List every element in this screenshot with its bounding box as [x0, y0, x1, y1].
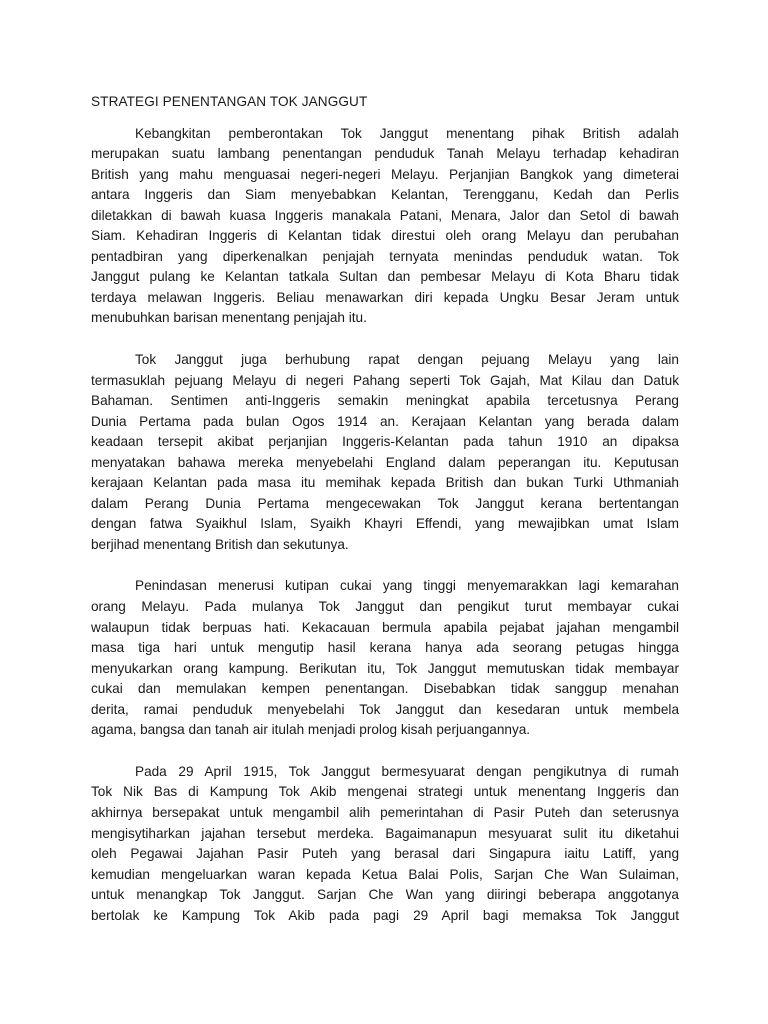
paragraph-3: [91, 576, 679, 740]
text-line: Janggut pulang ke Kelantan tatkala Sultan dan pembesar Melayu di Kota Bharu tidak: [91, 269, 679, 285]
text-line: menyatakan bahawa mereka menyebelahi England dalam peperangan itu. Keputusan: [91, 454, 679, 470]
text-line: Penindasan menerusi kutipan cukai yang tinggi menyemarakkan lagi kemarahan: [135, 578, 679, 594]
text-line: Tok Nik Bas di Kampung Tok Akib mengenai strategi untuk menentang Inggeris dan: [91, 784, 679, 800]
text-line: dalam Perang Dunia Pertama mengecewakan Tok Janggut kerana bertentangan: [91, 495, 679, 511]
text-line: termasuklah pejuang Melayu di negeri Pahang seperti Tok Gajah, Mat Kilau dan Datuk: [91, 372, 679, 388]
text-line: derita, ramai penduduk menyebelahi Tok Janggut dan kesedaran untuk membela: [91, 701, 679, 717]
paragraph-2: [91, 350, 679, 555]
text-line: orang Melayu. Pada mulanya Tok Janggut dan pengikut turut membayar cukai: [91, 599, 679, 615]
text-line: antara Inggeris dan Siam menyebabkan Kelantan, Terengganu, Kedah dan Perlis: [91, 187, 679, 203]
text-line: kerajaan Kelantan pada masa itu memihak kepada British dan bukan Turki Uthmaniah: [91, 475, 679, 491]
text-line: menyukarkan orang kampung. Berikutan itu, Tok Janggut memutuskan tidak membayar: [91, 660, 679, 676]
text-line: bertolak ke Kampung Tok Akib pada pagi 29 April bagi memaksa Tok Janggut: [91, 907, 679, 923]
text-line: Tok Janggut juga berhubung rapat dengan pejuang Melayu yang lain: [135, 352, 679, 368]
text-line: cukai dan memulakan kempen penentangan. Disebabkan tidak sanggup menahan: [91, 681, 679, 697]
text-line: diletakkan di bawah kuasa Inggeris manakala Patani, Menara, Jalor dan Setol di bawah: [91, 207, 679, 223]
text-line: menubuhkan barisan menentang penjajah itu.: [91, 310, 367, 326]
text-line: untuk menangkap Tok Janggut. Sarjan Che Wan yang diiringi beberapa anggotanya: [91, 887, 679, 903]
text-line: Kebangkitan pemberontakan Tok Janggut menentang pihak British adalah: [135, 125, 679, 141]
text-line: kemudian mengeluarkan waran kepada Ketua Balai Polis, Sarjan Che Wan Sulaiman,: [91, 866, 679, 882]
document-title: STRATEGI PENENTANGAN TOK JANGGUT: [91, 94, 368, 109]
text-line: Pada 29 April 1915, Tok Janggut bermesyuarat dengan pengikutnya di rumah: [135, 763, 679, 779]
text-line: Dunia Pertama pada bulan Ogos 1914 an. Kerajaan Kelantan yang berada dalam: [91, 413, 679, 429]
paragraph-4: [91, 762, 679, 926]
document-body: [91, 92, 679, 947]
text-line: walaupun tidak berpuas hati. Kekacauan bermula apabila pejabat jajahan mengambil: [91, 619, 679, 635]
text-line: akhirnya bersepakat untuk mengambil alih pemerintahan di Pasir Puteh dan seterusnya: [91, 804, 679, 820]
text-line: Siam. Kehadiran Inggeris di Kelantan tidak direstui oleh orang Melayu dan perubahan: [91, 228, 679, 244]
text-line: Bahaman. Sentimen anti-Inggeris semakin meningkat apabila tercetusnya Perang: [91, 393, 679, 409]
text-line: berjihad menentang British dan sekutunya.: [91, 536, 349, 552]
text-line: oleh Pegawai Jajahan Pasir Puteh yang berasal dari Singapura iaitu Latiff, yang: [91, 846, 679, 862]
text-line: dengan fatwa Syaikhul Islam, Syaikh Khayri Effendi, yang mewajibkan umat Islam: [91, 516, 679, 532]
text-line: mengisytiharkan jajahan tersebut merdeka. Bagaimanapun mesyuarat sulit itu diketahui: [91, 825, 679, 841]
text-line: pentadbiran yang diperkenalkan penjajah ternyata menindas penduduk watan. Tok: [91, 248, 679, 264]
text-line: keadaan tersepit akibat perjanjian Inggeris-Kelantan pada tahun 1910 an dipaksa: [91, 434, 679, 450]
text-line: masa tiga hari untuk mengutip hasil kerana hanya ada seorang petugas hingga: [91, 640, 679, 656]
paragraph-1: [91, 124, 679, 329]
text-line: British yang mahu menguasai negeri-negeri Melayu. Perjanjian Bangkok yang dimeterai: [91, 166, 679, 182]
text-line: terdaya melawan Inggeris. Beliau menawarkan diri kepada Ungku Besar Jeram untuk: [91, 289, 679, 305]
text-line: merupakan suatu lambang penentangan penduduk Tanah Melayu terhadap kehadiran: [91, 146, 679, 162]
text-line: agama, bangsa dan tanah air itulah menjadi prolog kisah perjuangannya.: [91, 722, 531, 738]
